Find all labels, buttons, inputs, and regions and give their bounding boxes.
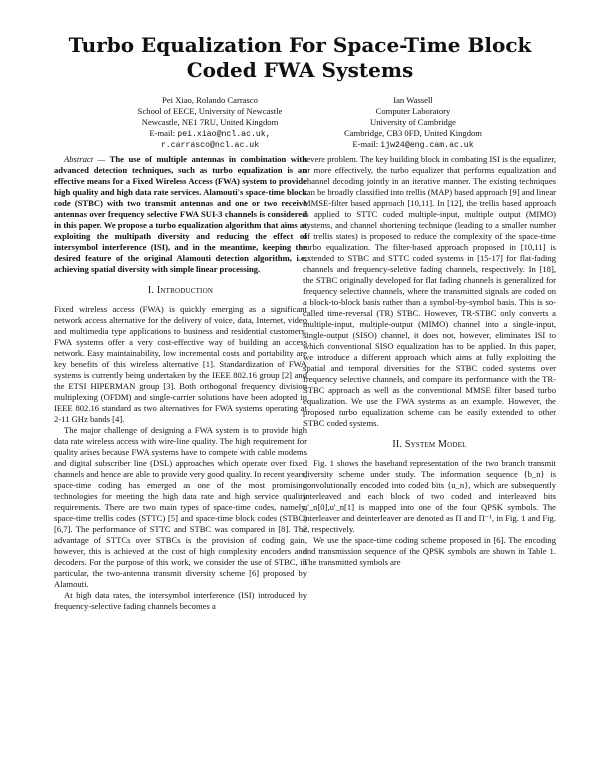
email-label: E-mail: <box>149 128 176 138</box>
abstract-text: The use of multiple antennas in combination with advanced detection techniques, such as turbo equalization is an effective means for a Fixed Wireless Access (FWA) system to provide high quality and high data rate services. Alamouti's space-time block code (STBC) with two transmit antennas and one or two receive antennas over frequency selective FWA SUI-3 channels is considered in this paper. We propose a turbo equalization algorithm that aims at exploiting the multipath diversity and reducing the effect of intersymbol interference (ISI), and in the meantime, keeping the desired feature of the original Alamouti detection algorithm, i.e, achieving spatial diversity with simple linear processing. <box>54 154 307 274</box>
section-heading-introduction <box>54 285 307 297</box>
right-column <box>303 154 556 568</box>
paper-title: Turbo Equalization For Space-Time Block Coded FWA Systems <box>68 33 532 82</box>
left-column <box>54 154 307 612</box>
abstract-label: Abstract — <box>64 154 106 164</box>
author-email-line <box>318 139 508 151</box>
paragraph: At high data rates, the intersymbol interference (ISI) introduced by frequency-selective fading channels becomes a <box>54 590 307 611</box>
author-names: Pei Xiao, Rolando Carrasco <box>162 95 258 105</box>
author-affiliation: School of EECE, University of Newcastle <box>137 106 283 116</box>
abstract <box>54 154 307 275</box>
section-number: II. <box>392 439 403 450</box>
section-number: I. <box>147 285 155 296</box>
author-email: ijw24@eng.cam.ac.uk <box>380 141 474 150</box>
author-block-left <box>110 95 310 151</box>
paragraph: Fig. 1 shows the baseband representation of the two branch transmit diversity scheme under study. The information sequence {b_n} is convolutionally encoded into coded bits {u_n}, which are subsequently interleaved and each block of two coded and interleaved bits u'_n[0],u'_n[1] is mapped into one of the four QPSK symbols. The interleaver and deinterleaver are denoted as Π and Π⁻¹, in Fig. 1 and Fig. 2, respectively. <box>303 458 556 534</box>
paragraph: The major challenge of designing a FWA system is to provide high data rate wireless access with wire-line quality. The high requirement for quality arises because FWA systems have to compete with cable modems and digital subscriber line (DSL) approaches which operate over fixed channels and hence are able to provide very good quality. In recent years, space-time coding has emerged as one of the most promising technologies for meeting the high data rate and high service quality requirements. There are two main types of space-time codes, namely, space-time trellis codes (STTC) [5] and space-time block codes (STBC) [6,7]. The performance of STTC and STBC was compared in [8]. The advantage of STTCs over STBCs is the provision of coding gain, however, this is achieved at the cost of high complexity encoders and decoders. For the purpose of this work, we consider the use of STBC, in particular, the two-antenna transmit diversity scheme [6] proposed by Alamouti. <box>54 425 307 589</box>
author-address: Cambridge, CB3 0FD, United Kingdom <box>344 128 482 138</box>
paragraph: Fixed wireless access (FWA) is quickly emerging as a significant network access alternative for the delivery of voice, data, Internet, video and multimedia type applications to business and residential customers. FWA systems offer a very cost-effective way of building an access network. Easy maintainability, low incremental costs and portability are key benefits of this wireless alternative [1]. Standardization of FWA systems is currently being undertaken by the IEEE 802.16 group [2] and the ETSI HIPERMAN group [3]. Both orthogonal frequency division multiplexing (OFDM) and single-carrier solutions have been adopted in IEEE 802.16 standard as two alternatives for FWA systems operating at 2-11 GHz bands [4]. <box>54 304 307 424</box>
section-title: System Model <box>404 439 467 450</box>
email-label: E-mail: <box>352 139 379 149</box>
author-institution: University of Cambridge <box>370 117 456 127</box>
section-title: Introduction <box>156 285 214 296</box>
paragraph: severe problem. The key building block in combating ISI is the equalizer, or more effectively, the turbo equalizer that performs equalization and channel decoding jointly in an iterative manner. The existing techniques can be broadly classified into trellis (MAP) based approach [9] and linear MMSE-filter based approach [10,11]. In [12], the trellis based approach is applied to STTC coded multiple-input, multiple output (MIMO) systems, and channel shortening technique (leading to a smaller number of trellis states) is proposed to reduce the complexity of the space-time turbo equalization. The filter-based approach proposed in [10,11] is extended to STBC and STTC coded systems in [15-17] for flat-fading channels and frequency-seletive fading channels, respectively. In [18], the STBC originally developed for flat fading channels is generalized for frequency selective channels, where the transmitted signals are coded on a block-to-block basis rather than a symbol-by-symbol basis. This is so-called time-reversal (TR) STBC. However, TR-STBC only converts a multiple-input, multiple-output (MIMO) channel into a single-input, single-output (SISO) channel, it does not, however, eliminates ISI to which conventional SISO equalization has to be applied. In this paper, we introduce a different approach which aims at fully exploiting the spatial and temporal diversities for the STBC coded systems over frequency selective channels, and compare its performance with the TR-STBC approach as well as the conventional MMSE filter based turbo equalization. We use the FWA systems as an example. However, the proposed turbo equalization scheme can be easily extended to other STBC coded systems. <box>303 154 556 428</box>
author-department: Computer Laboratory <box>375 106 451 116</box>
paragraph: We use the space-time coding scheme proposed in [6]. The encoding and transmission sequence of the QPSK symbols are shown in Table 1. The transmitted symbols are <box>303 535 556 567</box>
section-heading-system-model <box>303 439 556 451</box>
author-block-right <box>318 95 508 151</box>
author-address: Newcastle, NE1 7RU, United Kingdom <box>141 117 279 127</box>
author-email-line <box>110 128 310 140</box>
author-email: r.carrasco@ncl.ac.uk <box>160 141 260 150</box>
author-email: pei.xiao@ncl.ac.uk, <box>177 130 271 139</box>
author-names: Ian Wassell <box>393 95 433 105</box>
